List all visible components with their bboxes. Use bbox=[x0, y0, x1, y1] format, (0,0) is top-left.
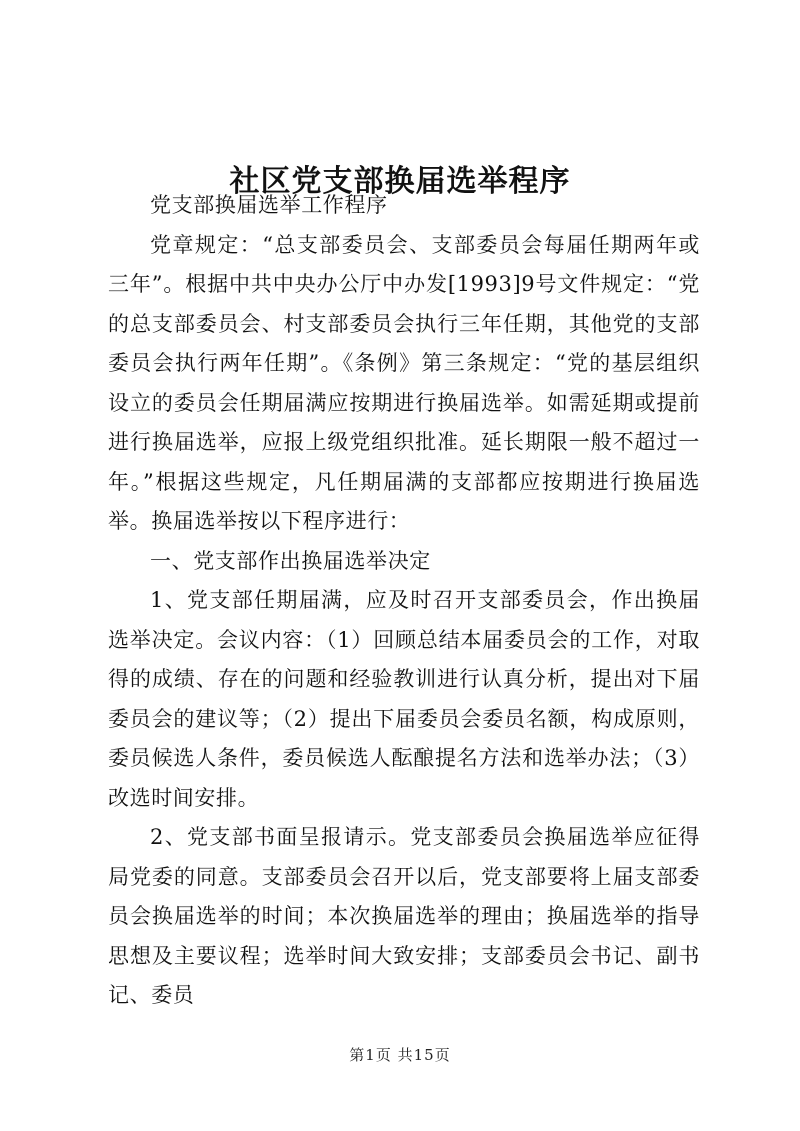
document-body bbox=[108, 186, 700, 1016]
paragraph-regulations: 党章规定：“总支部委员会、支部委员会每届任期两年或三年”。根据中共中央办公厅中办发[1993]9号文件规定：“党的总支部委员会、村支部委员会执行三年任期，其他党的支部委员会执行两年任期”。《条例》第三条规定：“党的基层组织设立的委员会任期届满应按期进行换届选举。如需延期或提前进行换届选举，应报上级党组织批准。延长期限一般不超过一年。”根据这些规定，凡任期届满的支部都应按期进行换届选举。换届选举按以下程序进行： bbox=[108, 232, 700, 533]
document-title: 社区党支部换届选举程序 bbox=[229, 164, 571, 200]
page-number-label: 第1页 共15页 bbox=[349, 1046, 451, 1064]
paragraph-subtitle: 党支部换届选举工作程序 bbox=[150, 193, 388, 217]
paragraph-step-2: 2、党支部书面呈报请示。党支部委员会换届选举应征得局党委的同意。支部委员会召开以后，党支部要将上届支部委员会换届选举的时间；本次换届选举的理由；换届选举的指导思想及主要议程；选举时间大致安排；支部委员会书记、副书记、委员 bbox=[108, 825, 700, 1007]
paragraph-step-1: 1、党支部任期届满，应及时召开支部委员会，作出换届选举决定。会议内容：（1）回顾总结本届委员会的工作，对取得的成绩、存在的问题和经验教训进行认真分析，提出对下届委员会的建议等；（2）提出下届委员会委员名额，构成原则，委员候选人条件，委员候选人酝酿提名方法和选举办法；（3）改选时间安排。 bbox=[108, 588, 700, 810]
page-footer bbox=[0, 1044, 800, 1065]
section-heading-1: 一、党支部作出换届选举决定 bbox=[150, 548, 431, 573]
